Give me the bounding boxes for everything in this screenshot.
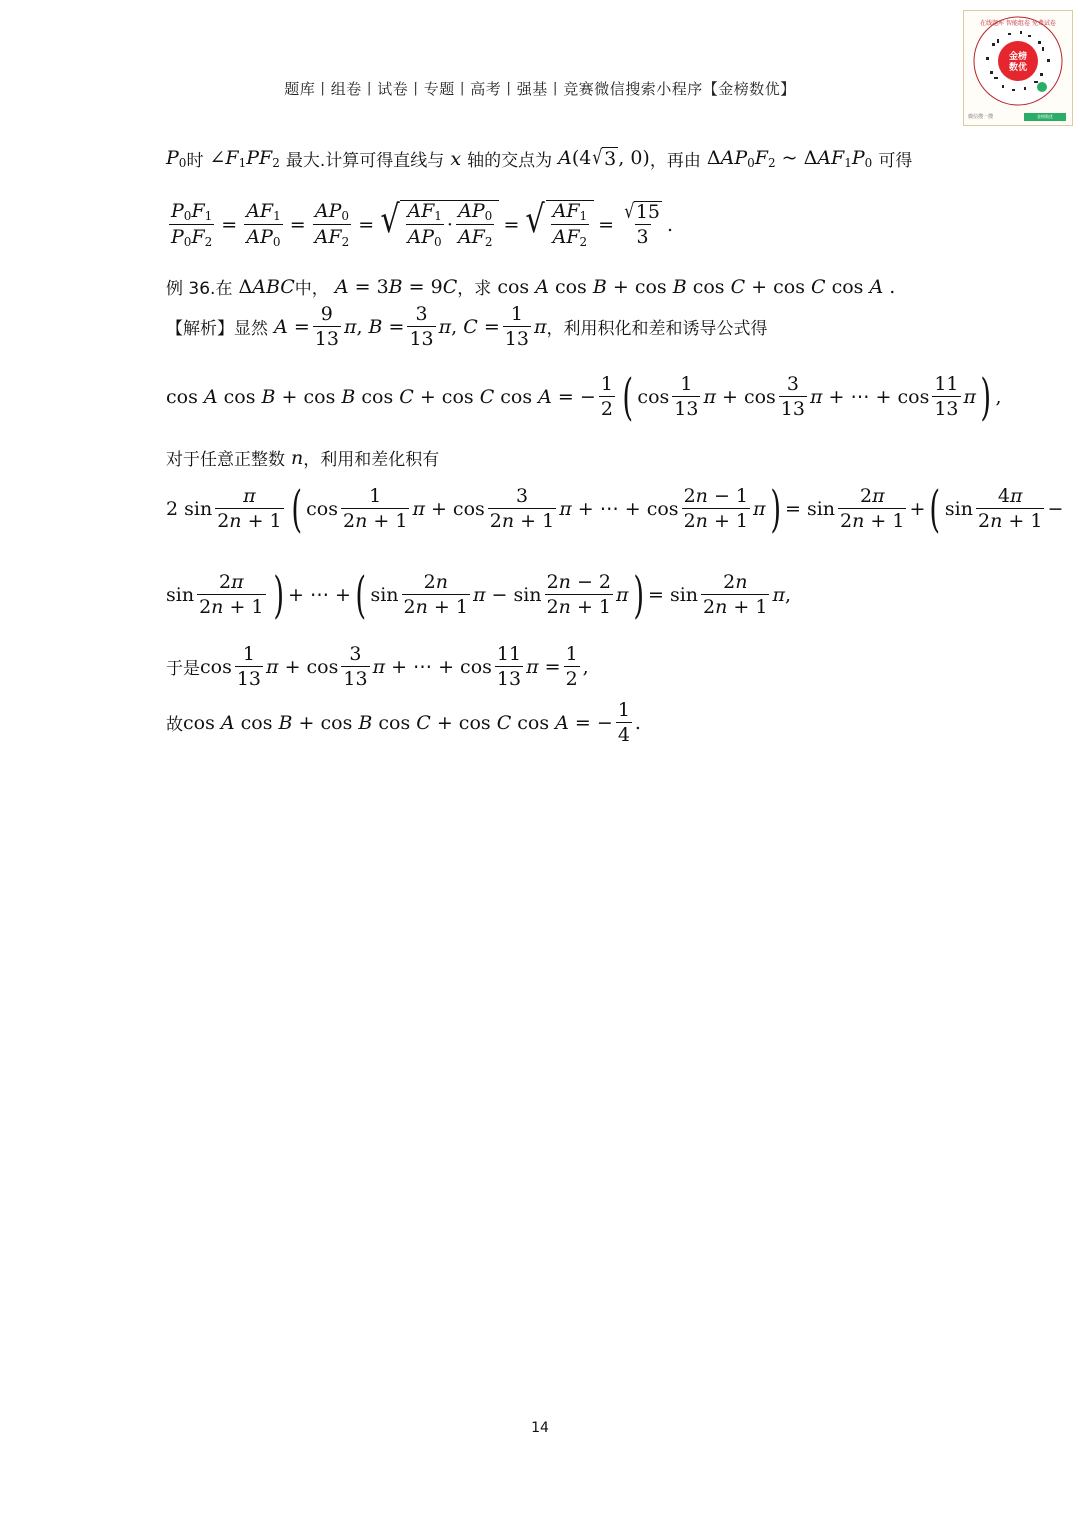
equation-sum-to-product-1: 2 sin $\frac{\pi}{2n + 1}$ ( cos $\frac{1}{2n + 1}$ π + cos $\frac{3}{2n + 1}$ π + ⋯ + cos $\frac{2n - 1}{2n + 1}$ π ) = sin $\frac{2\pi}{2n + 1}$ + ( sin $\frac{4\pi}{2n + 1}$ − [166, 480, 1064, 538]
equation-cos-sum: cos A cos B + cos B cos C + cos C cos A = − $\frac{1}{2}$ ( cos $\frac{1}{13}$ π + cos $\frac{3}{13}$ π + ⋯ + cos $\frac{11}{13}$ π ) , [166, 368, 1002, 426]
example-36-question: 例 36.在 ΔABC 中， A = 3B = 9C ，求 cos A cos B + cos B cos C + cos C cos A . [166, 275, 896, 299]
solution-intro: 【解析】显然 A = $\frac{9}{13}$ π, B = $\frac{3}{13}$ π, C = $\frac{1}{13}$ π ，利用积化和差和诱导公式得 [166, 303, 768, 350]
line-for-any-n: 对于任意正整数 n ，利用和差化积有 [166, 446, 440, 470]
qr-center-text-1: 金榜 [1008, 52, 1028, 62]
qr-center-text-2: 数优 [1008, 63, 1028, 73]
qr-ring-text: 在线题库 智能组卷 免费试卷 [980, 20, 1056, 27]
qr-code-icon [972, 15, 1064, 107]
equation-ratio: $\frac{P_0F_1}{P_0F_2}$ = $\frac{AF_1}{AP_0}$ = $\frac{AP_0}{AF_2}$ = √ $\frac{AF_1}{AP_0}$ · $\frac{AP_0}{AF_2}$ = √ $\frac{AF_1}{AF_2}$ = √ 15 3 . [171, 197, 674, 250]
equation-sum-to-product-2: sin $\frac{2\pi}{2n + 1}$ ) + ⋯ + ( sin $\frac{2n}{2n + 1}$ π − sin $\frac{2n - 2}{2n + 1}$ π ) = sin $\frac{2n}{2n + 1}$ π, [166, 566, 792, 624]
qr-footer-left: 微信搜一搜 [968, 114, 994, 120]
equation-final-answer: 故 cos A cos B + cos B cos C + cos C cos A = − $\frac{1}{4}$ . [166, 699, 641, 746]
qr-code-badge[interactable] [963, 10, 1073, 126]
header-nav: 题库丨组卷丨试卷丨专题丨高考丨强基丨竞赛微信搜索小程序【金榜数优】 [284, 80, 796, 98]
line-intersection: $P_0$ 时 $\angle F_1PF_2$ 最大.计算可得直线与 x 轴的交点为 A(4 √ 3 , 0) ，再由 $\Delta AP_0F_2$ ~ $\Delta AF_1P_0$ 可得 [166, 145, 913, 171]
page-number: 14 [531, 1420, 549, 1436]
qr-footer [968, 112, 1068, 122]
qr-footer-right: 金榜数优 [1024, 113, 1066, 121]
equation-result-half: 于是 cos $\frac{1}{13}$ π + cos $\frac{3}{13}$ π + ⋯ + cos $\frac{11}{13}$ π = $\frac{1}{2}$ , [166, 643, 589, 690]
